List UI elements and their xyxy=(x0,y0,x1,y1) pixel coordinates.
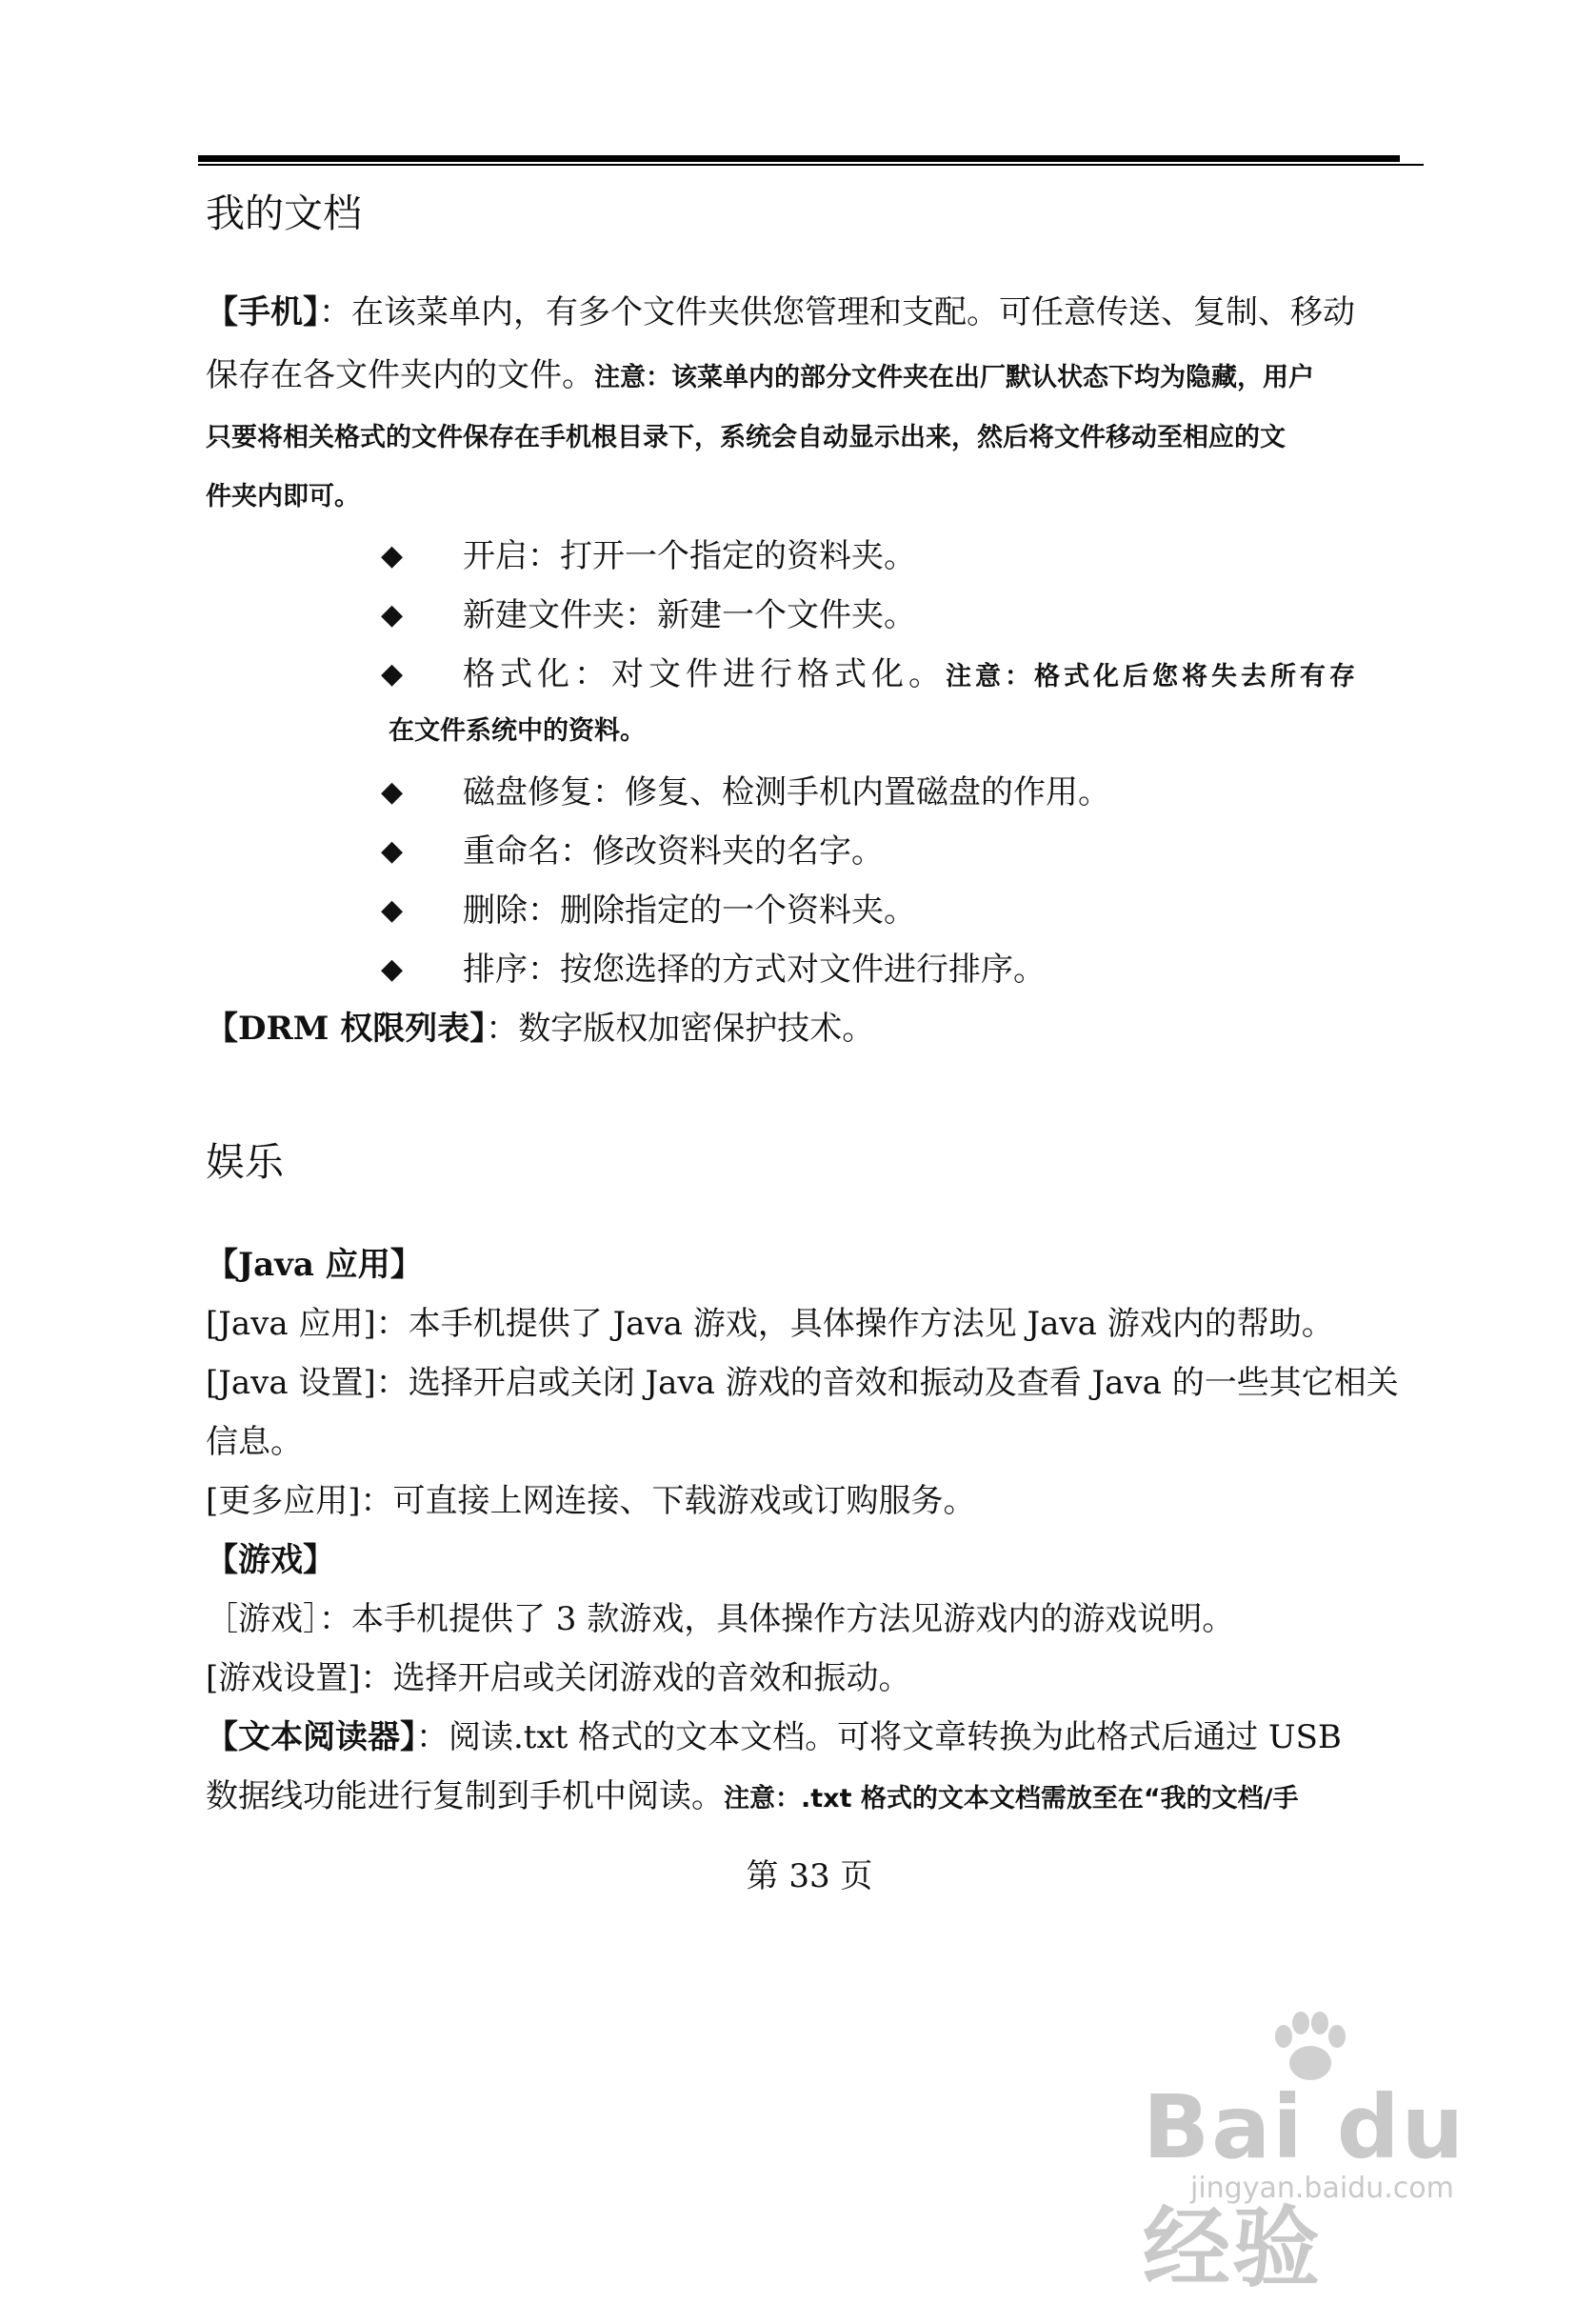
phone-text-line2: 保存在各文件夹内的文件。 xyxy=(206,356,594,394)
bullet-text: 开启：打开一个指定的资料夹。 xyxy=(463,537,916,575)
games-line: ［游戏］：本手机提供了 3 款游戏，具体操作方法见游戏内的游戏说明。 xyxy=(206,1600,1235,1638)
drm-text: ：数字版权加密保护技术。 xyxy=(486,1010,875,1048)
header-rule-thick xyxy=(198,155,1400,162)
drm-paragraph xyxy=(206,1008,874,1050)
reader-note: 注意：.txt 格式的文本文档需放至在“我的文档/手 xyxy=(724,1784,1299,1813)
games-heading: 【游戏】 xyxy=(206,1541,335,1579)
reader-text-line1: ：阅读.txt 格式的文本文档。可将文章转换为此格式后通过 USB xyxy=(416,1718,1342,1756)
java-settings-line1: [Java 设置]：选择开启或关闭 Java 游戏的音效和振动及查看 Java 的一些其它相关 xyxy=(206,1364,1399,1402)
drm-label: 【DRM 权限列表】 xyxy=(206,1010,487,1048)
section-title-entertainment: 娱乐 xyxy=(206,1139,284,1185)
phone-text-line1: ：在该菜单内，有多个文件夹供您管理和支配。可任意传送、复制、移动 xyxy=(319,293,1355,331)
reader-text-line2: 数据线功能进行复制到手机中阅读。 xyxy=(206,1777,724,1815)
reader-paragraph-line1 xyxy=(206,1716,1342,1758)
reader-label: 【文本阅读器】 xyxy=(206,1718,416,1756)
java-heading: 【Java 应用】 xyxy=(206,1246,423,1284)
watermark-url: jingyan.baidu.com xyxy=(1190,2172,1454,2205)
diamond-bullet-icon: ◆ xyxy=(381,834,404,868)
phone-paragraph-line1 xyxy=(206,291,1355,333)
phone-paragraph-line2 xyxy=(206,354,1314,399)
bullet-text: 新建文件夹：新建一个文件夹。 xyxy=(463,596,916,634)
bullet-text: 重命名：修改资料夹的名字。 xyxy=(463,832,884,871)
phone-note-line2: 注意：该菜单内的部分文件夹在出厂默认状态下均为隐藏，用户 xyxy=(594,363,1314,392)
diamond-bullet-icon: ◆ xyxy=(381,893,404,927)
baidu-jingyan-watermark xyxy=(1133,2010,1514,2299)
page-number: 第 33 页 xyxy=(746,1857,873,1895)
more-apps-line: [更多应用]：可直接上网连接、下载游戏或订购服务。 xyxy=(206,1482,976,1520)
bullet-text: 删除：删除指定的一个资料夹。 xyxy=(463,892,916,930)
java-settings-line2: 信息。 xyxy=(206,1423,303,1461)
bullet-text: 排序：按您选择的方式对文件进行排序。 xyxy=(463,951,1046,989)
phone-label: 【手机】 xyxy=(206,293,319,331)
diamond-bullet-icon: ◆ xyxy=(381,775,404,809)
games-settings-line: [游戏设置]：选择开启或关闭游戏的音效和振动。 xyxy=(206,1659,911,1697)
watermark-brand: Bai du 经验 xyxy=(1143,2076,1466,2299)
header-rule-thin xyxy=(198,164,1424,166)
java-app-line: [Java 应用]：本手机提供了 Java 游戏，具体操作方法见 Java 游戏内的帮助。 xyxy=(206,1305,1334,1343)
phone-note-line4: 件夹内即可。 xyxy=(206,482,360,511)
diamond-bullet-icon: ◆ xyxy=(381,598,404,631)
paw-logo-icon xyxy=(1267,2010,1352,2086)
diamond-bullet-icon: ◆ xyxy=(381,539,404,572)
diamond-bullet-icon: ◆ xyxy=(381,952,404,986)
reader-paragraph-line2 xyxy=(206,1775,1299,1820)
bullet-text: 格式化：对文件进行格式化。 xyxy=(463,655,946,693)
phone-note-line3: 只要将相关格式的文件保存在手机根目录下，系统会自动显示出来，然后将文件移动至相应的文 xyxy=(206,423,1286,452)
section-title-my-documents: 我的文档 xyxy=(206,190,362,236)
bullet-text: 磁盘修复：修复、检测手机内置磁盘的作用。 xyxy=(463,773,1110,811)
diamond-bullet-icon: ◆ xyxy=(381,657,404,691)
format-note: 注意：格式化后您将失去所有存 xyxy=(946,662,1359,691)
format-note-continued: 在文件系统中的资料。 xyxy=(389,716,646,746)
